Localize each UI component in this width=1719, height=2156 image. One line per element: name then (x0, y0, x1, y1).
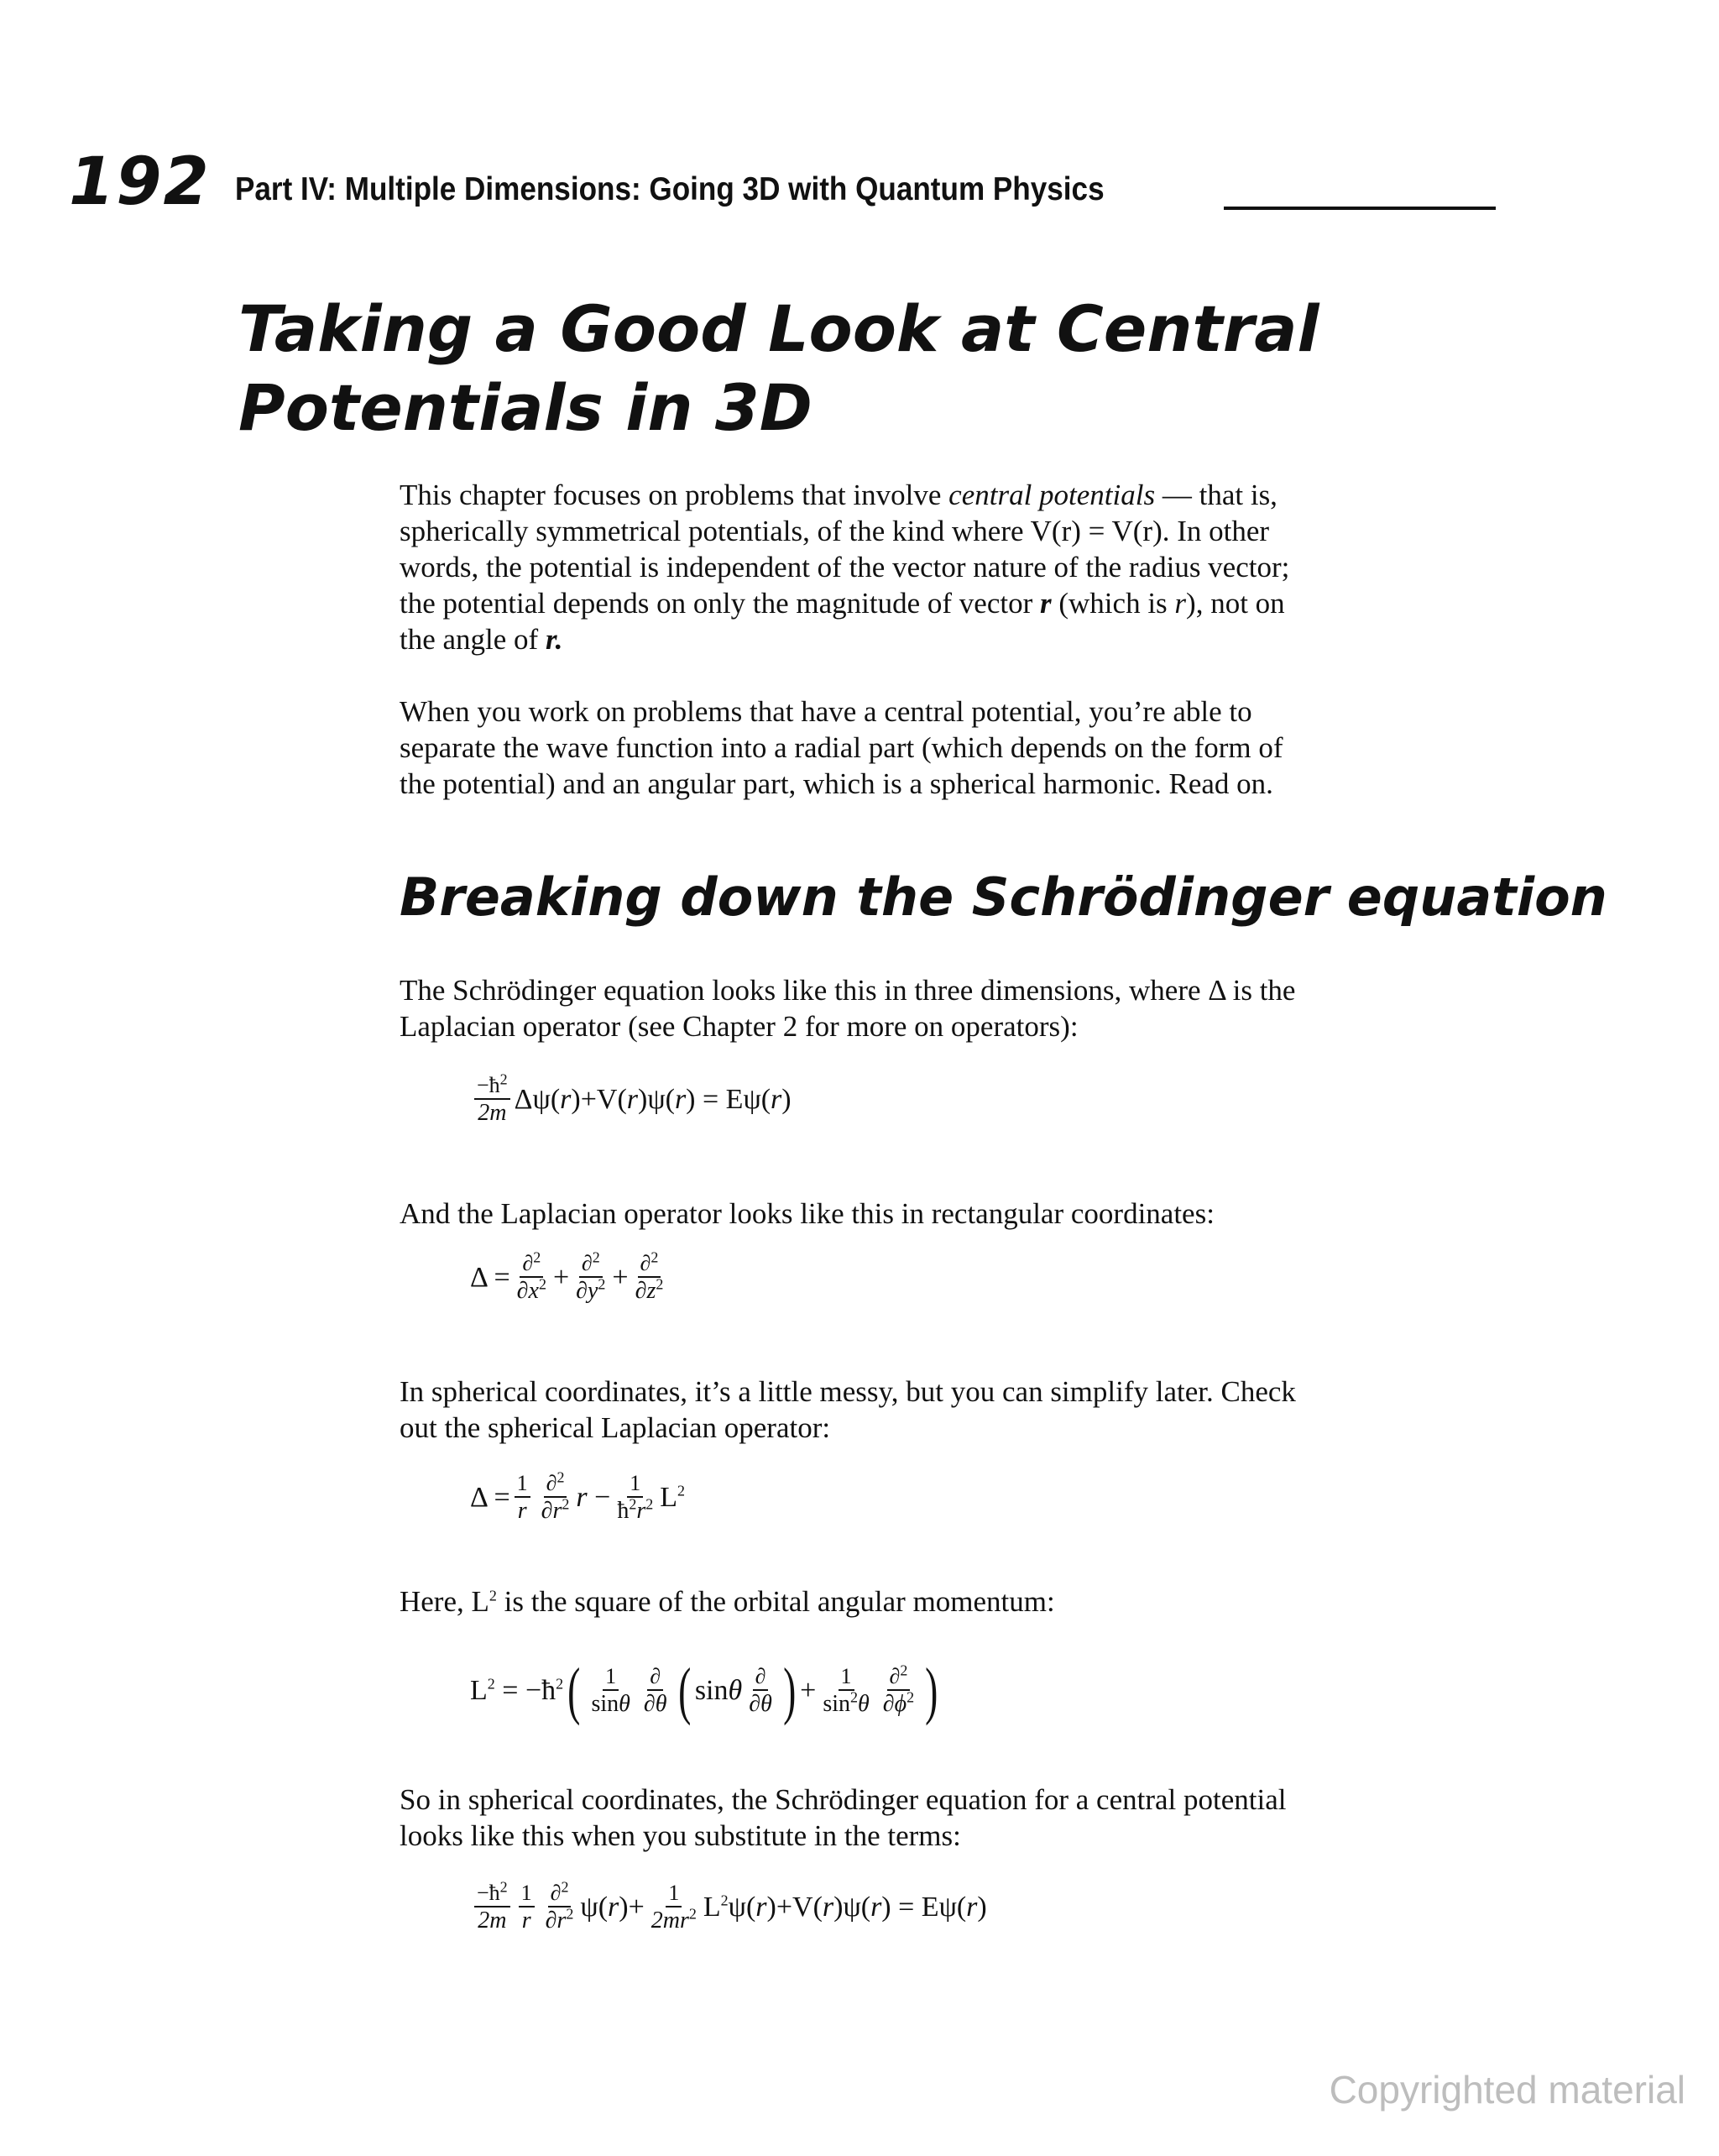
section-p3-line-1: In spherical coordinates, it’s a little messy, but you can simplify later. Check (400, 1375, 1296, 1408)
section-paragraph-2: And the Laplacian operator looks like this in rectangular coordinates: (400, 1197, 1215, 1230)
header-rule (1224, 207, 1496, 210)
intro-p1-line-1: This chapter focuses on problems that involve central potentials — that is, (400, 479, 1277, 511)
section-paragraph-1 (400, 972, 1507, 1044)
chapter-title: Taking a Good Look at Central Potentials in 3D (238, 291, 1319, 445)
section-paragraph-3 (400, 1374, 1507, 1446)
section-paragraph-5 (400, 1782, 1507, 1854)
section-title: Breaking down the Schrödinger equation (400, 866, 1607, 928)
laplacian-spherical-equation: Δ = $\frac{1}{r}$ $\frac{\partial^2}{\partial r^2}$ r − $\frac{1}{ħ^2r^2}$ $L^2$ (470, 1468, 686, 1524)
intro-p1-line-2: spherically symmetrical potentials, of the kind where V(r) = V(r). In other (400, 515, 1270, 547)
laplacian-rectangular-equation: Δ = $\frac{\partial^2}{\partial x^2}$ + $\frac{\partial^2}{\partial y^2}$ + $\frac{\partial^2}{\partial z^2}$ (470, 1248, 664, 1304)
intro-p2-line-1: When you work on problems that have a central potential, you’re able to (400, 695, 1252, 728)
section-p5-line-1: So in spherical coordinates, the Schrödinger equation for a central potential (400, 1783, 1287, 1816)
intro-p1-line-4: the potential depends on only the magnitude of vector r (which is r), not on (400, 587, 1285, 620)
schrodinger-equation: $\frac{-ħ^2}{2m}$ Δψ( r )+V( r )ψ( r ) = Eψ( r ) (470, 1073, 792, 1127)
section-paragraph-4: Here, $L^2$ is the square of the orbital angular momentum: (400, 1585, 1055, 1618)
intro-p1-line-5: the angle of r. (400, 623, 563, 656)
section-p3-line-2: out the spherical Laplacian operator: (400, 1411, 831, 1444)
intro-p1-line-3: words, the potential is independent of the vector nature of the radius vector; (400, 551, 1290, 583)
section-p1-line-1: The Schrödinger equation looks like this in three dimensions, where Δ is the (400, 974, 1296, 1007)
intro-p2-line-3: the potential) and an angular part, which is a spherical harmonic. Read on. (400, 767, 1273, 800)
page-number: 192 (69, 144, 211, 220)
section-p5-line-2: looks like this when you substitute in the terms: (400, 1819, 961, 1852)
spherical-schrodinger-equation: $\frac{-ħ^2}{2m}$ $\frac{1}{r}$ $\frac{\partial^2}{\partial r^2}$ ψ( r )+ $\frac{1}{2mr^2}$ $L^2\psi$( r )+V( r )ψ( r ) = Eψ( r ) (470, 1881, 987, 1934)
running-head: Part IV: Multiple Dimensions: Going 3D with Quantum Physics (235, 171, 1105, 207)
copyright-watermark: Copyrighted material (1329, 2068, 1685, 2112)
intro-paragraph-2 (400, 693, 1507, 802)
intro-paragraph-1 (400, 477, 1507, 657)
angular-momentum-equation: $L^2$ = $-ħ^2$ ( $\frac{1}{\sin\theta}$ $\frac{\partial}{\partial\theta}$ ( sinθ $\frac{\partial}{\partial\theta}$ ) + $\frac{1}{\sin^2\theta}$ $\frac{\partial^2}{\partial\phi^2}$ ) (470, 1656, 938, 1726)
intro-p2-line-2: separate the wave function into a radial part (which depends on the form of (400, 731, 1283, 764)
section-p1-line-2: Laplacian operator (see Chapter 2 for more on operators): (400, 1010, 1079, 1043)
